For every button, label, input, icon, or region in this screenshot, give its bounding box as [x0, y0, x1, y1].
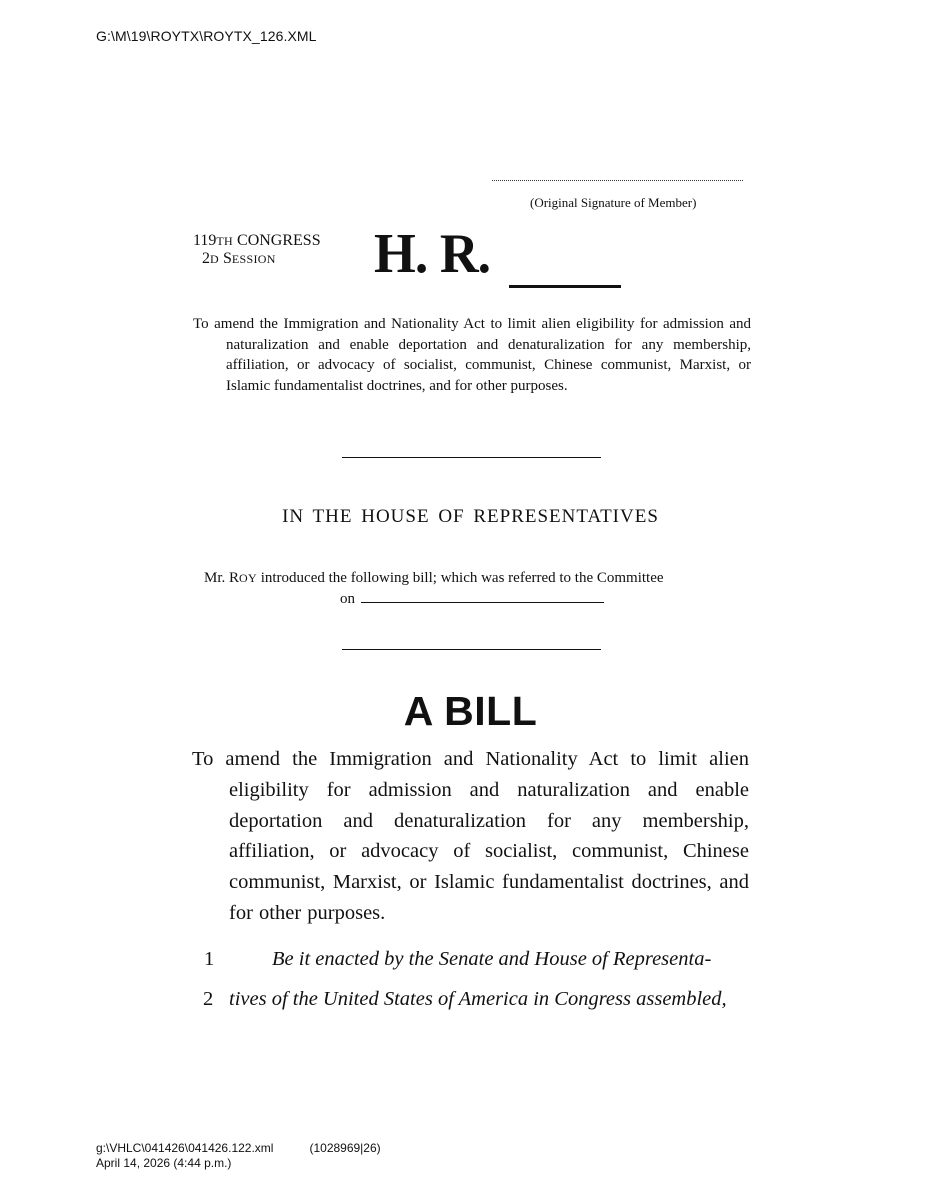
bill-id-prefix: H. R.: [374, 223, 491, 285]
divider-rule: [342, 649, 601, 650]
document-footer: [96, 1141, 381, 1170]
enacting-clause-text: tives of the United States of America in Congress assembled,: [229, 988, 727, 1010]
sponsor-honorific: Mr.: [204, 570, 226, 586]
line-number: 2: [203, 988, 214, 1010]
session-label-rest: ESSION: [231, 252, 276, 266]
congress-label: CONGRESS: [237, 232, 321, 249]
committee-on-label: on: [340, 590, 355, 607]
signature-line: [492, 170, 743, 181]
introduction-sentence: introduced the following bill; which was referred to the Committee: [260, 570, 664, 586]
sponsor-rest: OY: [239, 571, 257, 585]
short-title: To amend the Immigration and Nationality Act to limit alien eligibility for admission and naturalization and enable deportation and denaturalization for any membership, affiliation, or advocacy of socialist, communist, Chinese communist, Marxist, or Islamic fundamentalist doctrines, and for other purposes.: [193, 316, 751, 394]
session-number: 2: [202, 250, 210, 267]
long-title: To amend the Immigration and Nationality Act to limit alien eligibility for admission and naturalization and enable deportation and denaturalization for any membership, affiliation, or advocacy of socialist, communist, Chinese communist, Marxist, or Islamic fundamentalist doctrines, and for other purposes.: [192, 748, 749, 924]
enacting-clause-text: Be it enacted by the Senate and House of Representa-: [272, 948, 712, 970]
session-line: [193, 250, 321, 268]
sponsor-initial: R: [229, 570, 240, 586]
enacting-clause-line: [200, 948, 751, 978]
document-type-heading: A BILL: [403, 688, 538, 734]
congress-number-suffix: TH: [216, 234, 234, 248]
committee-blank: [361, 590, 604, 603]
footer-id: (1028969|26): [309, 1141, 381, 1155]
session-label-first: S: [222, 250, 232, 267]
introduction-line-2: [204, 589, 740, 610]
divider-rule: [342, 457, 601, 458]
congress-session-block: [193, 232, 321, 268]
footer-path: g:\VHLC\041426\041426.122.xml: [96, 1141, 274, 1155]
session-number-suffix: D: [210, 252, 219, 266]
file-path-header: G:\M\19\ROYTX\ROYTX_126.XML: [96, 28, 317, 44]
enacting-clause-line: [200, 988, 751, 1018]
signature-caption: (Original Signature of Member): [530, 195, 697, 210]
introduction-text: [204, 568, 740, 609]
congress-number: 119: [193, 232, 217, 249]
chamber-heading: IN THE HOUSE OF REPRESENTATIVES: [282, 506, 659, 527]
congress-line: [193, 232, 321, 250]
footer-timestamp: April 14, 2026 (4:44 p.m.): [96, 1155, 232, 1170]
footer-line-1: [96, 1141, 381, 1156]
bill-number-blank: [509, 285, 621, 288]
introduction-line-1: [204, 568, 740, 589]
line-number: 1: [204, 948, 215, 970]
